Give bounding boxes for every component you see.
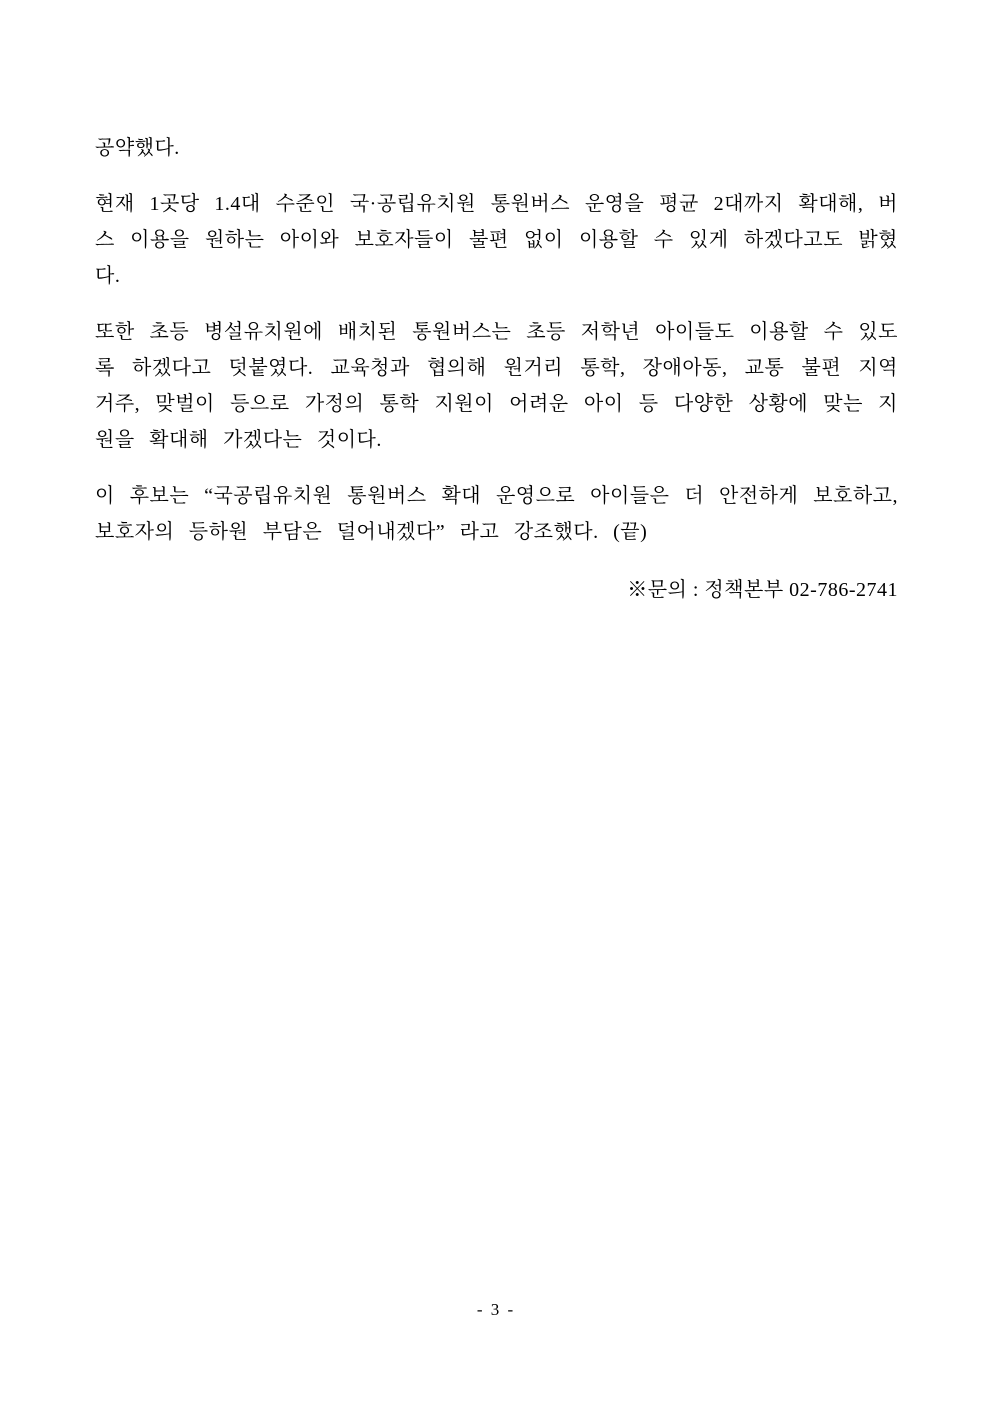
paragraph: 또한 초등 병설유치원에 배치된 통원버스는 초등 저학년 아이들도 이용할 수 있도록 하겠다고 덧붙였다. 교육청과 협의해 원거리 통학, 장애아동, 교통 불편 지역 거주, 맞벌이 등으로 가정의 통학 지원이 어려운 아이 등 다양한 상황에 맞는 지원을 확대해 가겠다는 것이다. <box>95 321 898 451</box>
page-number: - 3 - <box>476 1300 516 1319</box>
paragraph: 이 후보는 “국공립유치원 통원버스 확대 운영으로 아이들은 더 안전하게 보호하고, 보호자의 등하원 부담은 덜어내겠다” 라고 강조했다. (끝) <box>95 485 898 543</box>
contact-line: ※문의 : 정책본부 02-786-2741 <box>627 579 898 601</box>
paragraph: 현재 1곳당 1.4대 수준인 국·공립유치원 통원버스 운영을 평균 2대까지 확대해, 버스 이용을 원하는 아이와 보호자들이 불편 없이 이용할 수 있게 하겠다고도 밝혔다. <box>95 193 898 287</box>
paragraph: 공약했다. <box>95 137 180 159</box>
document-body <box>95 130 898 608</box>
